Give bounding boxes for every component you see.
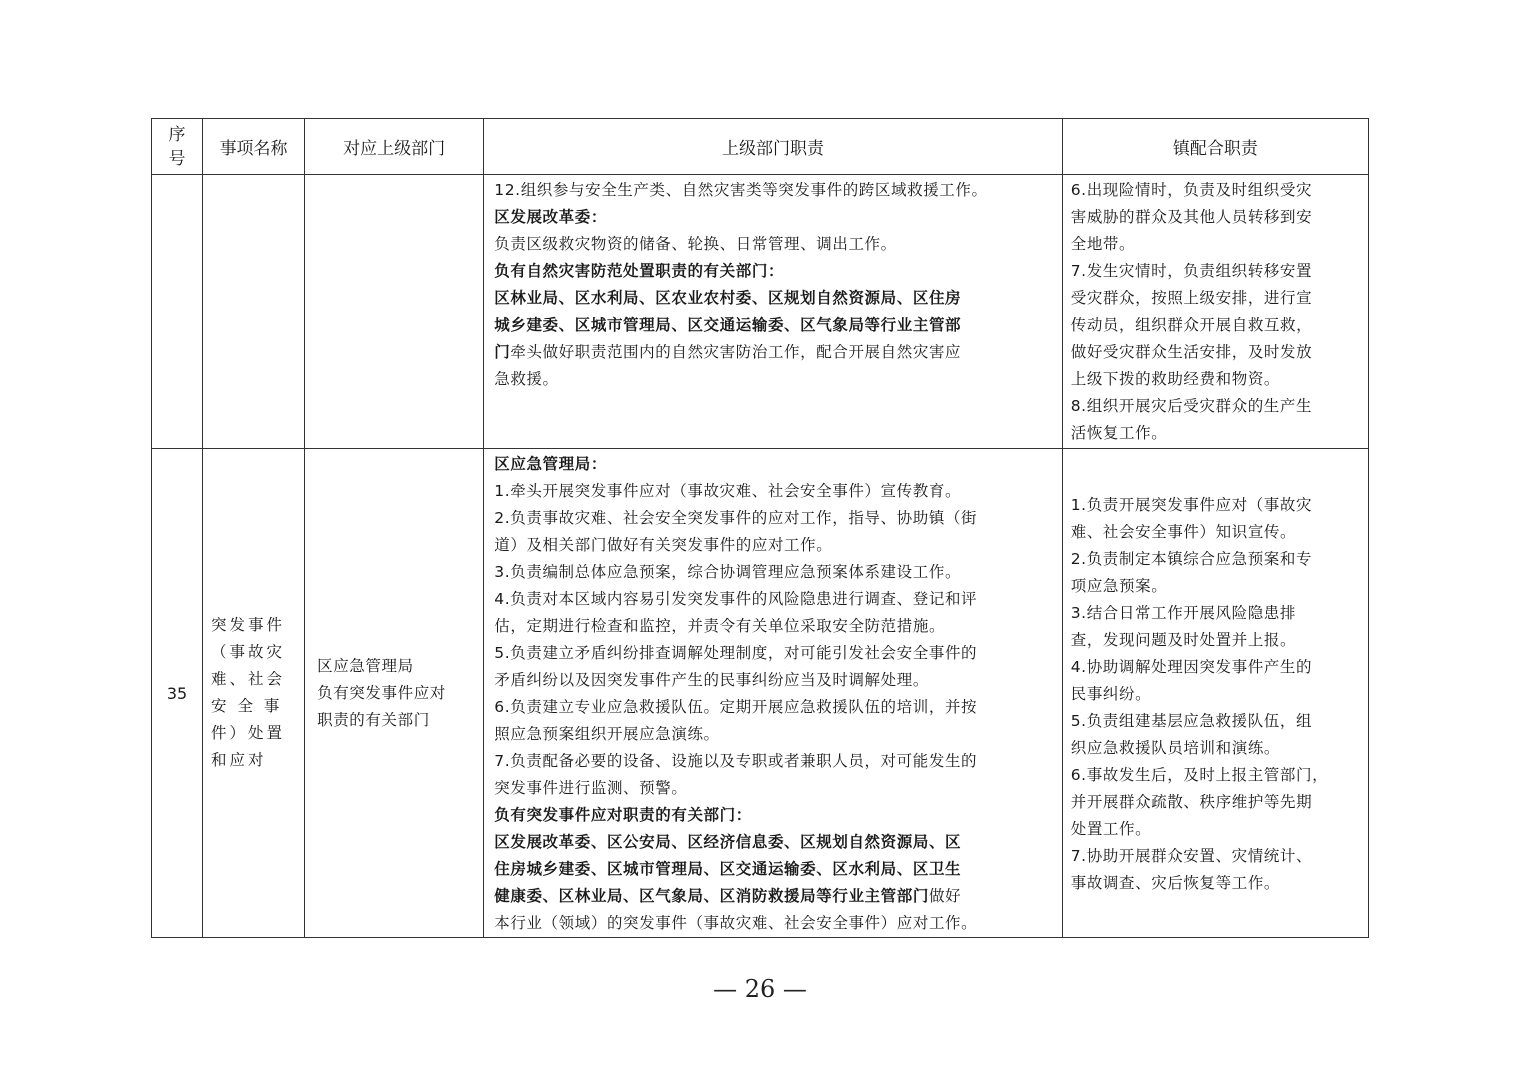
town-duty-line: 害威胁的群众及其他人员转移到安	[1070, 208, 1313, 226]
upper-duties-cell	[484, 175, 1062, 449]
upper-duties-cell	[484, 449, 1062, 938]
duty-line-bold-part: 健康委、区林业局、区气象局、区消防救援局等行业主管部门	[494, 887, 929, 905]
dept-line: 负有突发事件应对	[317, 683, 446, 702]
town-duty-line: 4.协助调解处理因突发事件产生的	[1070, 657, 1313, 676]
item-name-line: （事故灾	[211, 643, 286, 661]
duty-line: 急救援。	[494, 370, 559, 388]
duty-line: 区发展改革委、区公安局、区经济信息委、区规划自然资源局、区	[494, 833, 962, 851]
dept-cell-empty	[305, 175, 484, 449]
duty-line: 6.负责建立专业应急救援队伍。定期开展应急救援队伍的培训，并按	[494, 698, 978, 716]
item-name-line: 突发事件	[211, 616, 286, 634]
header-upper-duties: 上级部门职责	[484, 119, 1062, 175]
duty-heading: 负有自然灾害防范处置职责的有关部门：	[494, 262, 785, 280]
town-duty-line: 6.出现险情时，负责及时组织受灾	[1070, 181, 1313, 199]
town-duties-cell	[1062, 449, 1368, 938]
duty-line: 道）及相关部门做好有关突发事件的应对工作。	[494, 536, 833, 554]
town-duty-line: 5.负责组建基层应急救援队伍，组	[1070, 711, 1313, 730]
town-duty-line: 事故调查、灾后恢复等工作。	[1070, 873, 1281, 892]
town-duty-line: 查，发现问题及时处置并上报。	[1070, 630, 1297, 649]
duty-line: 区林业局、区水利局、区农业农村委、区规划自然资源局、区住房	[494, 289, 962, 307]
town-duty-line: 难、社会安全事件）知识宣传。	[1070, 522, 1297, 541]
town-duty-line: 8.组织开展灾后受灾群众的生产生	[1070, 397, 1313, 415]
header-seq	[152, 119, 203, 175]
duty-line: 估，定期进行检查和监控，并责令有关单位采取安全防范措施。	[494, 617, 946, 635]
dept-cell	[305, 449, 484, 938]
town-duty-line: 上级下拨的救助经费和物资。	[1070, 370, 1281, 388]
town-duty-line: 织应急救援队员培训和演练。	[1070, 738, 1281, 757]
town-duty-line: 6.事故发生后，及时上报主管部门，	[1070, 765, 1329, 784]
duty-table	[151, 118, 1369, 938]
header-seq-char: 号	[168, 148, 186, 169]
duty-line: 城乡建委、区城市管理局、区交通运输委、区气象局等行业主管部	[494, 316, 962, 334]
page-number: — 26 —	[713, 975, 807, 1003]
town-duty-line: 全地带。	[1070, 235, 1136, 253]
item-name-line: 难、社会	[211, 670, 286, 688]
duty-line: 负责区级救灾物资的储备、轮换、日常管理、调出工作。	[494, 235, 897, 253]
town-duty-line: 活恢复工作。	[1070, 424, 1168, 442]
town-duty-line: 做好受灾群众生活安排，及时发放	[1070, 343, 1313, 361]
duty-line-mixed	[494, 883, 1055, 910]
town-duty-line: 项应急预案。	[1070, 576, 1168, 595]
header-town-duties: 镇配合职责	[1062, 119, 1368, 175]
header-name: 事项名称	[203, 119, 305, 175]
duty-line: 4.负责对本区域内容易引发突发事件的风险隐患进行调查、登记和评	[494, 590, 978, 608]
dept-line: 职责的有关部门	[317, 710, 430, 729]
table-row-continued	[152, 175, 1369, 449]
duty-line: 照应急预案组织开展应急演练。	[494, 725, 720, 743]
seq-cell: 35	[152, 449, 203, 938]
town-duty-line: 并开展群众疏散、秩序维护等先期	[1070, 792, 1313, 811]
town-duty-line: 3.结合日常工作开展风险隐患排	[1070, 603, 1297, 622]
town-duty-line: 传动员，组织群众开展自救互救，	[1070, 316, 1313, 334]
town-duty-line: 处置工作。	[1070, 819, 1152, 838]
dept-line: 区应急管理局	[317, 656, 414, 675]
duty-heading: 区发展改革委：	[494, 208, 607, 226]
duty-line-mixed	[494, 339, 1055, 366]
duty-line: 12.组织参与安全生产类、自然灾害类等突发事件的跨区域救援工作。	[494, 181, 988, 199]
town-duty-line: 7.发生灾情时，负责组织转移安置	[1070, 262, 1313, 280]
duty-heading: 负有突发事件应对职责的有关部门：	[494, 806, 752, 824]
duty-line-rest: 做好	[928, 887, 962, 905]
seq-cell-empty	[152, 175, 203, 449]
item-name-line: 件）处置	[211, 724, 286, 742]
town-duty-line: 民事纠纷。	[1070, 684, 1152, 703]
duty-line: 本行业（领域）的突发事件（事故灾难、社会安全事件）应对工作。	[494, 914, 978, 932]
table-row-35	[152, 449, 1369, 938]
duty-line: 矛盾纠纷以及因突发事件产生的民事纠纷应当及时调解处理。	[494, 671, 929, 689]
item-name-line: 安 全 事	[211, 697, 283, 715]
item-name-line: 和应对	[211, 751, 267, 769]
duty-line: 3.负责编制总体应急预案，综合协调管理应急预案体系建设工作。	[494, 563, 962, 581]
town-duty-line: 1.负责开展突发事件应对（事故灾	[1070, 495, 1313, 514]
header-dept: 对应上级部门	[305, 119, 484, 175]
duty-line: 7.负责配备必要的设备、设施以及专职或者兼职人员，对可能发生的	[494, 752, 978, 770]
header-seq-char: 序	[168, 124, 186, 145]
town-duty-line: 2.负责制定本镇综合应急预案和专	[1070, 549, 1313, 568]
duty-line: 突发事件进行监测、预警。	[494, 779, 688, 797]
header-row	[152, 119, 1369, 175]
duty-line: 5.负责建立矛盾纠纷排查调解处理制度，对可能引发社会安全事件的	[494, 644, 978, 662]
town-duty-line: 7.协助开展群众安置、灾情统计、	[1070, 846, 1313, 865]
duty-line: 住房城乡建委、区城市管理局、区交通运输委、区水利局、区卫生	[494, 860, 962, 878]
town-duty-line: 受灾群众，按照上级安排，进行宣	[1070, 289, 1313, 307]
duty-line: 2.负责事故灾难、社会安全突发事件的应对工作，指导、协助镇（街	[494, 509, 978, 527]
item-name-cell	[203, 449, 305, 938]
duty-line-bold-part: 门	[494, 343, 511, 361]
town-duties-cell	[1062, 175, 1368, 449]
duty-line-rest: 牵头做好职责范围内的自然灾害防治工作，配合开展自然灾害应	[510, 343, 962, 361]
name-cell-empty	[203, 175, 305, 449]
duty-line: 1.牵头开展突发事件应对（事故灾难、社会安全事件）宣传教育。	[494, 482, 962, 500]
duty-heading: 区应急管理局：	[494, 455, 607, 473]
